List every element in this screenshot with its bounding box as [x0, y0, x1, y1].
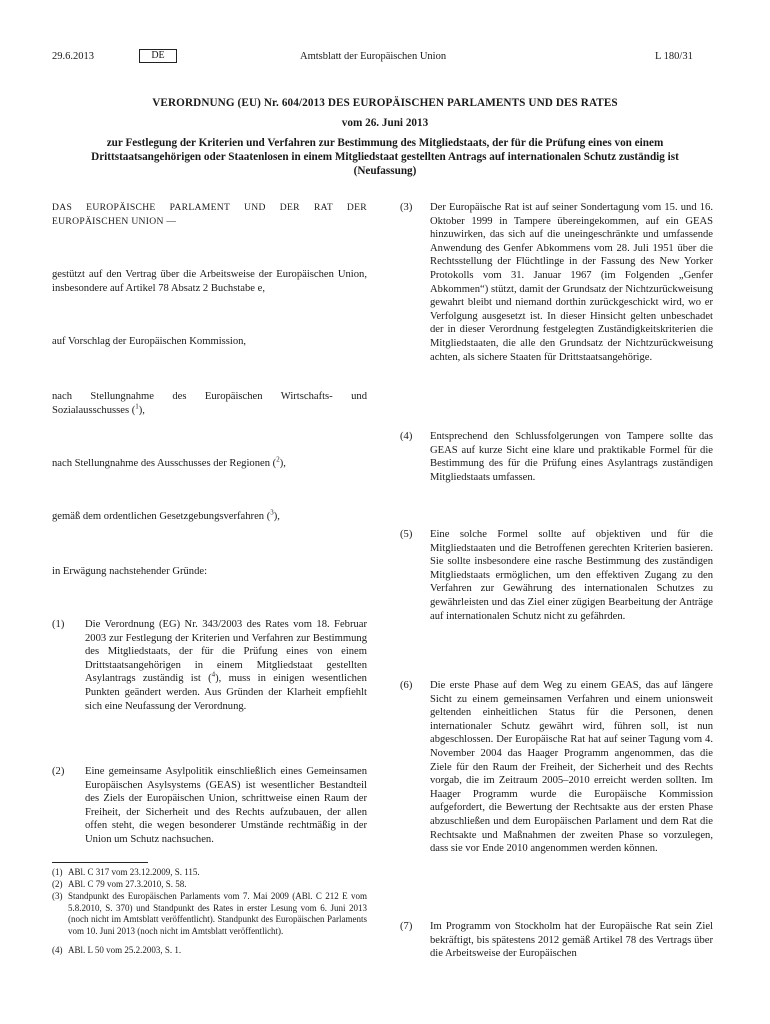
- recital-3: Der Europäische Rat ist auf seiner Sondertagung vom 15. und 16. Oktober 1999 in Tampere übereingekommen, auf ein GEAS hinzuwirken, das sich auf die uneingeschränkte und umfassende Anwendung des Genfer Abkommens vom 28. Juli 1951 über die Rechtsstellung der Flüchtlinge in der Fassung des New Yorker Protokolls vom 31. Januar 1967 (im Folgenden „Genfer Abkommen“) stützt, damit der Grundsatz der Nichtzurückweisung gewahrt bleibt und niemand dorthin zurückgeschickt wird, wo er Verfolgung ausgesetzt ist. In dieser Hinsicht gelten unbeschadet der in dieser Verordnung festgelegten Zuständigkeitskriterien die Mitgliedstaaten, die alle den Grundsatz der Nichtzurückweisung achten, als sichere Staaten für Drittstaatsangehörige.: [430, 202, 713, 363]
- citation-procedure: gemäß dem ordentlichen Gesetzgebungsverfahren ($^3$),: [52, 508, 280, 522]
- footnote-separator: [52, 862, 148, 863]
- recital-1: Die Verordnung (EG) Nr. 343/2003 des Rates vom 18. Februar 2003 zur Festlegung der Kriterien und Verfahren zur Bestimmung des Mitgliedstaats, der für die Prüfung eines von einem Drittstaatsangehörigen in einem Mitgliedstaat gestellten Asylantrags zuständig ist ($^4$), muss in einigen wesentlichen Punkten geändert werden. Aus Gründen der Klarheit empfiehlt sich eine Neufassung der Verordnung.: [85, 619, 367, 712]
- recital-number: (7): [400, 921, 413, 932]
- recital-number: (3): [400, 202, 413, 213]
- page-reference: L 180/31: [655, 51, 693, 62]
- citation-treaty: gestützt auf den Vertrag über die Arbeitsweise der Europäischen Union, insbesondere auf Artikel 78 Absatz 2 Buchstabe e,: [52, 269, 367, 294]
- language-code: DE: [139, 49, 177, 63]
- footnote-ref-4: 4: [211, 670, 216, 679]
- recital-number: (2): [52, 766, 65, 777]
- recital-4: Entsprechend den Schlussfolgerungen von Tampere sollte das GEAS auf kurze Sicht eine klare und praktikable Formel für die Bestimmung des für die Prüfung eines Asylantrags zuständigen Mitgliedstaats umfassen.: [430, 431, 713, 483]
- recital-5: Eine solche Formel sollte auf objektiven und für die Mitgliedstaaten und die Betroffenen gerechten Kriterien basieren. Sie sollte insbesondere eine rasche Bestimmung des zuständigen Mitgliedstaats ermöglichen, um den effektiven Zugang zu den Verfahren zur Gewährung des internationalen Schutzes zu gewährleisten und das Ziel einer zügigen Bearbeitung der Anträge auf internationalen Schutz nicht zu gefährden.: [430, 529, 713, 622]
- recitals-intro: in Erwägung nachstehender Gründe:: [52, 566, 208, 577]
- regulation-date: vom 26. Juni 2013: [341, 117, 429, 129]
- recital-7: Im Programm von Stockholm hat der Europäische Rat sein Ziel bekräftigt, bis spätestens 2012 gemäß Artikel 78 des Vertrags über die Arbeitsweise der Europäischen: [430, 921, 713, 960]
- citation-proposal: auf Vorschlag der Europäischen Kommission,: [52, 336, 247, 347]
- recital-number: (6): [400, 680, 413, 691]
- footnote-3: (3) Standpunkt des Europäischen Parlaments vom 7. Mai 2009 (ABl. C 212 E vom 5.8.2010, S. 370) und Standpunkt des Rates in erster Lesung vom 6. Juni 2013 (noch nicht im Amtsblatt veröffentlicht). Standpunkt des Europäischen Parlaments vom 10. Juni 2013 (noch nicht im Amtsblatt veröffentlicht).: [52, 891, 367, 936]
- citation-cor-opinion: nach Stellungnahme des Ausschusses der Regionen ($^2$),: [52, 455, 286, 469]
- recital-2: Eine gemeinsame Asylpolitik einschließlich eines Gemeinsamen Europäischen Asylsystems (GEAS) ist wesentlicher Bestandteil des Ziels der Europäischen Union, schrittweise einen Raum der Freiheit, der Sicherheit und des Rechts aufzubauen, der allen offen steht, die wegen besonderer Umstände rechtmäßig in der Union um Schutz nachsuchen.: [85, 766, 367, 845]
- recital-number: (5): [400, 529, 413, 540]
- footnote-2: (2) ABl. C 79 vom 27.3.2010, S. 58.: [52, 879, 187, 889]
- page-date: 29.6.2013: [52, 51, 94, 62]
- preamble-intro: DAS EUROPÄISCHE PARLAMENT UND DER RAT DER EUROPÄISCHEN UNION —: [52, 202, 367, 227]
- recital-6: Die erste Phase auf dem Weg zu einem GEAS, das auf längere Sicht zu einem gemeinsamen Verfahren und einem unionsweit geltenden einheitlichen Status für die Personen, denen internationaler Schutz gewährt wird, führen soll, ist nun abgeschlossen. Der Europäische Rat hat auf seiner Tagung vom 4. November 2004 das Haager Programm angenommen, das die Ziele für den Raum der Freiheit, der Sicherheit und des Rechts vorgab, die im Zeitraum 2005–2010 erreicht werden sollten. Im Haager Programm wurde die Europäische Kommission aufgefordert, die Bewertung der Rechtsakte aus der ersten Phase abzuschließen und dem Europäischen Parlament und dem Rat die Rechtsakte und Maßnahmen der zweiten Phase so vorzulegen, dass sie vor Ende 2010 angenommen werden können.: [430, 680, 713, 855]
- recital-number: (1): [52, 619, 65, 630]
- footnote-ref-3: 3: [270, 508, 274, 517]
- footnote-ref-1: 1: [135, 402, 139, 411]
- footnote-4: (4) ABl. L 50 vom 25.2.2003, S. 1.: [52, 945, 182, 955]
- regulation-subject: zur Festlegung der Kriterien und Verfahren zur Bestimmung des Mitgliedstaats, der für die Prüfung eines von einem Drittstaatsangehörigen oder Staatenlosen in einem Mitgliedstaat gestellten Antrags auf internationalen Schutz zuständig ist (Neufassung): [91, 137, 679, 177]
- citation-esc-opinion: nach Stellungnahme des Europäischen Wirtschafts- und Sozialausschusses ($^1$),: [52, 391, 367, 416]
- footnote-ref-2: 2: [276, 455, 280, 464]
- recital-number: (4): [400, 431, 413, 442]
- footnote-1: (1) ABl. C 317 vom 23.12.2009, S. 115.: [52, 867, 200, 877]
- journal-name: Amtsblatt der Europäischen Union: [300, 51, 447, 62]
- regulation-title: VERORDNUNG (EU) Nr. 604/2013 DES EUROPÄISCHEN PARLAMENTS UND DES RATES: [152, 97, 618, 109]
